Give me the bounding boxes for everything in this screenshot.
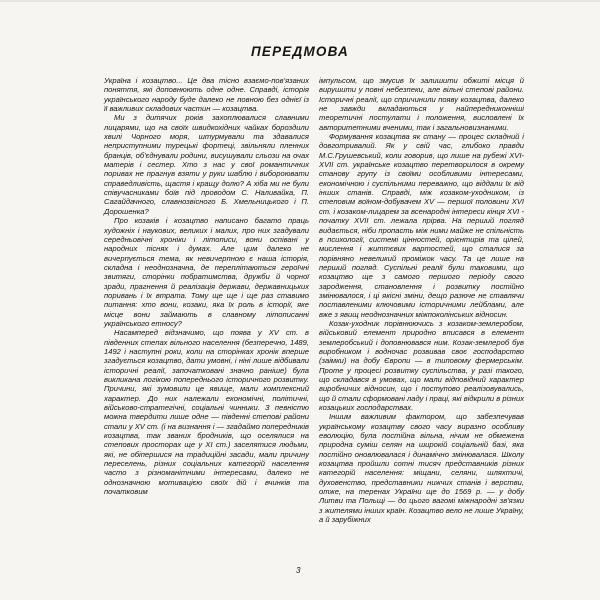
paragraph: Ми з дитячих років захоплювалися славними лицарями, що на своїх швидкохідних чайках бороздили хвилі Чорного моря, штурмували та здавалися неприступними турецькі фортеці, звільняли пленних бранців, об'єднували родини, висушували сльози на очах матерів і сестер. Хто з нас у свої романтичних поривах не прагнув взяти у руки шаблю і вибороювати справедливість, щастя і кращу долю? А хіба ми не були співучасниками боїв під проводом С. Наливайка, П. Сагайдачного, славнозвісного Б. Хмельницького і П. Дорошенка? [104,113,309,216]
paragraph: Насамперед відзначимо, що поява у XV ст. в південних степах вільного населення (безперечно, 1489, 1492 і наступні роки, коли на сторінках хронік вперше згадується козацтво, дати умовні, і ніні лише відбивали історичні реалії, започатковані значно раніше) була викликана логікою попереднього історичного розвитку. Причини, які зумовили це явище, мали комплексний характер. До них належали економічні, політичні, військово-стратегічні, соціальні чинники. З певністю можна твердити лише одне — південні степові райони стали у XV ст. (і на визнання і — згадаймо попередників козацтва, так званих бродників, що оселялися на степових просторах ще у ХІ ст.) заселятися людьми, які, не обіпершися на традиційні засади, мали причину переселень, різних соціальних категорій населення часто з різноманітними інтересами, далеко не однозначною мотивацією своїх дій і вчинків та початковим [104,328,309,497]
page-title: ПЕРЕДМОВА [250,44,349,59]
paragraph: Іншим важливим фактором, що забезпечував українському козацтву свого часу виразно особливу еволюцію, була постійна вільна, нічим не обмежена природна суміш селян на широкій соціальній базі, яка постійно оновлювалася і динамічно змінювалася. Школу козацтва пройшли сотні тисяч представників різних категорій населення: міщани, селяни, шляхтичі, духовенство, представники нижчих станів і верстви, отже, на теренах України ще до 1569 р. — у добу Литви та Польщі — до цього вагомі міжнародні зв'язки з жителями інших країн. Козацтво вело не лише Україну, а й зарубіжних [319,412,524,525]
right-column [319,76,524,525]
paragraph: Про козаків і козацтво написано багато праць художніх і наукових, великих і малих, про них згадували середньовічні хроніки і літописи, вони оспівані у народних піснях і думах. Але цим далеко не вичерпується тема, як невичерпною є наша історія, складна і неоднозначна, де переплітаються героїчні звитяги, сторінки побратимства, дружби й чорної зради, прагнення й реалізація держави, державницьких поривань і їх втрата. Тому ще ще і ще раз ставимо питання: хто вони, козаки, яка їх роль в історії, яке місце вони займають в славному літописанні українського етносу? [104,216,309,328]
page-number: 3 [296,566,301,575]
paragraph: Козак-уходник порівнюючись з козаком-землеробом, військовий елемент природно вписався в елемент землеробський і доповнювався ним. Козак-землероб був виробником і водночас розвивав своє господарство (заімки) на добу Європи — в типовому фермерськім. Проте у процесі розвитку суспільства, у разі такого, що складався в умовах, що мали відповідний характер виробничих відносин, що і поступово реалізовувались, що й стали сформовані ладу і праці, які відкрили в різних козацьких господарствах. [319,318,524,413]
top-edge [0,0,600,2]
left-column [104,76,309,496]
paragraph: Формування козацтва як стану — процес складний і довготривалий. Як у свій час, глибоко правди М.С.Грушевський, коли говорив, що лише на рубежі XVI-XVII ст. українське козацтво перетворилося в окрему станову групу із своїми особливими інтересами, економічною і суспільними переважно, що віддали їх від інших станів. Справді, між козаком-уходником, із степовим воїном-добувачем XV — першої половини XVI ст. і козаком-лицарем за всенародні інтереси кінця XVI - початку XVII ст. лежала прірва. На перший погляд видається, ніби пропасть між ними майже не спільність в психології, системі цінностей, орієнтирів та цілей, мислення і життєвих вартостей, що сталися за порівняно невеликий проміжок часу. Та це лише на перший погляд. Суспільні реалії були таковими, що козацтво ще з самого першого періоду свого зародження, становлення і розвитку постійно змінювалося, і ці якісні зміни, дещо разюче не ставлячи поставленими ключовими історичними лейблами, але вже з явищ неоднозначних міжпоколінських відносин. [319,132,524,319]
paragraph: імпульсом, що змусив їх залишити обжиті місця й вирушити у повні небезпеки, але вільні степові райони. Історичні реалії, що спричинили появу козацтва, далеко не завжди вкладаються у найпередниконніші теоретичні постулати і положення, висловлені їх авторитетними вченими, так і загальновизнаними. [319,76,524,132]
paragraph: Україна і козацтво... Це два тісно взаємо-пов'язаних поняття, які доповнюють одне одне. Справді, історія українського народу буде далеко не повною без однієї із її важливих складових частин — козацтва. [104,76,309,114]
